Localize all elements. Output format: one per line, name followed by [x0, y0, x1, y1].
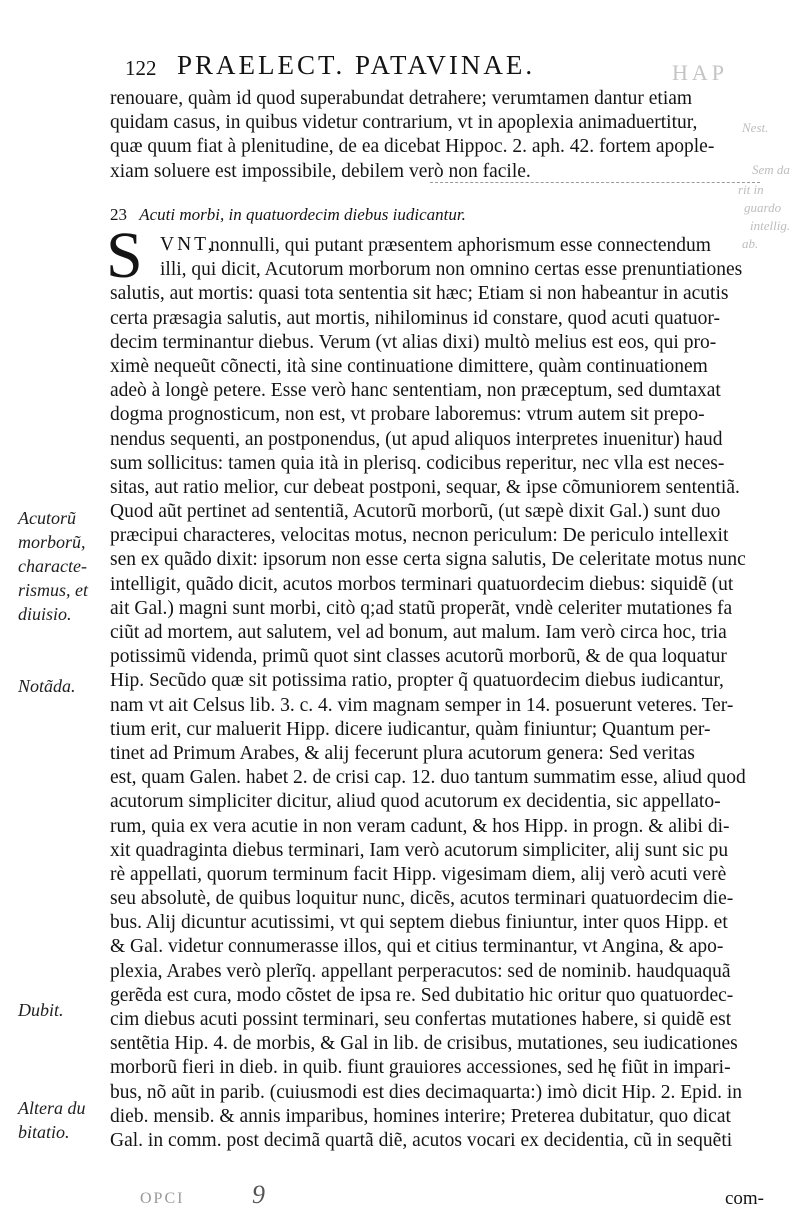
- text-line: bus. Alij dicuntur acutissimi, vt qui septem diebus finiuntur, inter quos Hipp. et: [110, 912, 728, 934]
- page-header: [125, 50, 665, 84]
- text-line: ciũt ad mortem, aut salutem, vel ad bonum, aut malum. Iam verò circa hoc, tria: [110, 622, 727, 643]
- margin-note-dubit: Dubit.: [18, 1000, 64, 1020]
- bleed-through-note: Sem da: [752, 162, 790, 177]
- text-line: gerẽda est cura, modo cõstet de ipsa re. Sed dubitatio hic oritur quo quatuordec-: [110, 984, 734, 1006]
- running-head: PRAELECT. PATAVINAE.: [177, 50, 536, 80]
- text-line: tium erit, cur maluerit Hipp. dicere iudicantur, quàm finiuntur; Quantum per-: [110, 718, 711, 740]
- catchword: com-: [724, 1188, 764, 1209]
- text-line: plexia, Arabes verò plerĩq. appellant perperacutos: sed de nominib. haudquaquã: [110, 960, 731, 982]
- text-line: intelligit, quãdo dicit, acutos morbos terminari quatuordecim diebus: siquidẽ (ut: [110, 573, 734, 595]
- opening-word: VNT,: [160, 234, 216, 255]
- bleed-through-note: intellig.: [750, 218, 791, 233]
- text-line: sum sollicitus: tamen quia ità in plerisq. codicibus reperitur, nec vlla est neces-: [110, 452, 725, 474]
- text-line: rum, quia ex vera acutie in non veram cadunt, & hos Hipp. in progn. & alibi di-: [110, 815, 730, 837]
- margin-note-line: characte-: [18, 556, 87, 576]
- text-line: dieb. mensib. & annis imparibus, homines interire; Preterea dubitatur, quo dicat: [110, 1105, 731, 1127]
- signature-mark: 9: [252, 1180, 265, 1209]
- text-line: ximè nequeũt cõnecti, ità sine continuatione dimittere, quàm continuationem: [110, 355, 708, 377]
- text-line: salutis, aut mortis: quasi tota sententia sit hæc; Etiam si non habeantur in acutis: [110, 283, 729, 305]
- aphorism-number: 23: [110, 205, 127, 224]
- bleed-through-note: guardo: [744, 200, 782, 215]
- margin-note-line: Acutorũ: [18, 508, 76, 528]
- page-number: 122: [125, 56, 157, 80]
- text-line: Hip. Secũdo quæ sit potissima ratio, propter q̃ quatuordecim diebus iudicantur,: [110, 670, 724, 692]
- drop-capital: S: [106, 219, 143, 292]
- text-line: bus, nõ aũt in parib. (cuiusmodi est dies decimaquarta:) imò dicit Hip. 2. Epid. in: [110, 1081, 743, 1103]
- text-line: morborũ fieri in dieb. in quib. fiunt grauiores accessiones, sed hę fiũt in impari-: [110, 1057, 731, 1079]
- text-line: & Gal. videtur connumerasse illos, qui et citius terminantur, vt Angina, & apo-: [110, 936, 724, 958]
- text-line: præcipui characteres, velocitas motus, necnon periculum: De periculo intellexit: [110, 525, 729, 547]
- margin-note-line: diuisio.: [18, 604, 72, 624]
- text-line: quidam casus, in quibus videtur contrarium, vt in apoplexia animaduertitur,: [110, 112, 698, 134]
- text-line: renouare, quàm id quod superabundat detrahere; verumtamen dantur etiam: [110, 88, 693, 109]
- text-line: nonnulli, qui putant præsentem aphorismum esse connectendum: [210, 235, 711, 256]
- bleed-through-head: HAP: [672, 60, 729, 85]
- text-line: nendus sequenti, an postponendus, (ut apud aliquos interpretes inuenitur) haud: [110, 428, 723, 450]
- text-line: nam vt ait Celsus lib. 3. c. 4. vim magnam semper in 14. posuerunt veteres. Ter-: [110, 694, 734, 716]
- bleed-through-note: rit in: [738, 182, 764, 197]
- text-line: quæ quum fiat à plenitudine, de ea dicebat Hippoc. 2. aph. 42. fortem apople-: [110, 136, 715, 158]
- text-line: est, quam Galen. habet 2. de crisi cap. 12. duo tantum summatim esse, aliud quod: [110, 767, 746, 789]
- section-divider: [430, 182, 760, 183]
- text-line: sentẽtia Hip. 4. de morbis, & Gal in lib. de crisibus, mutationes, seu iudicationes: [110, 1033, 738, 1055]
- margin-note-line: bitatio.: [18, 1122, 70, 1142]
- text-line: potissimũ videnda, primũ quot sint classes acutorũ morborũ, & de qua loquatur: [110, 646, 727, 668]
- text-line: xiam soluere est impossibile, debilem verò non facile.: [110, 160, 531, 182]
- text-line: dogma prognosticum, non est, vt probare laboremus: vtrum autem sit prepo-: [110, 404, 705, 426]
- margin-note-line: rismus, et: [18, 580, 89, 600]
- margin-note-line: morborũ,: [18, 532, 86, 552]
- aphorism-text: Acuti morbi, in quatuordecim diebus iudicantur.: [139, 205, 466, 224]
- bleed-through-note: Nest.: [742, 120, 769, 135]
- aphorism-heading: [110, 205, 466, 225]
- text-line: adeò à longè petere. Esse verò hanc sententiam, non præceptum, sed dumtaxat: [110, 380, 721, 402]
- commentary-body: [110, 234, 774, 1153]
- text-line: sen ex quãdo dixit: ipsorum non esse certa signa salutis, De celeritate motus nunc: [110, 549, 746, 571]
- margin-note-notanda: Notãda.: [18, 676, 76, 696]
- bleed-through-footer: OPCI: [140, 1190, 185, 1207]
- text-line: Quod aũt pertinet ad sententiã, Acutorũ morborũ, (ut sæpè dixit Gal.) sunt duo: [110, 501, 721, 523]
- text-line: xit quadraginta diebus terminari, Iam verò acutorum simpliciter, alij sunt sic pu: [110, 839, 729, 861]
- text-line: illi, qui dicit, Acutorum morborum non omnino certas esse prenuntiationes: [160, 259, 743, 281]
- text-line: cim diebus acuti possint terminari, seu confertas mutationes habere, si quidẽ est: [110, 1009, 732, 1030]
- text-line: certa præsagia salutis, aut mortis, nihilominus id constare, quod acuti quatuor-: [110, 307, 720, 329]
- margin-note-acutorum: [18, 506, 88, 626]
- text-line: decim terminantur diebus. Verum (vt alias dixi) multò melius est eos, qui pro-: [110, 331, 717, 353]
- margin-note-line: Altera du: [18, 1098, 86, 1118]
- text-line: sitas, aut ratio melior, cur debeat postponi, sequar, & ipse cõmuniorem sententiã.: [110, 476, 740, 498]
- margin-note-altera: [18, 1096, 86, 1144]
- text-line: seu absolutè, de quibus loquitur nunc, dicẽs, acutos terminari quatuordecim die-: [110, 888, 734, 910]
- text-line: acutorum simpliciter dicitur, aliud quod acutorum ex decidentia, sic appellato-: [110, 791, 721, 813]
- text-line: tinet ad Primum Arabes, & alij fecerunt plura acutorum genera: Sed veritas: [110, 742, 695, 764]
- bleed-through-note: ab.: [742, 236, 759, 251]
- preceding-paragraph: [110, 87, 770, 184]
- text-line: rè appellati, quorum terminum facit Hipp. vigesimam diem, alij verò acuti verè: [110, 863, 727, 885]
- text-line: ait Gal.) magni sunt morbi, citò q;ad statũ properãt, vndè celeriter mutationes fa: [110, 597, 733, 619]
- text-line: Gal. in comm. post decimã quartã diẽ, acutos vocari ex decidentia, cũ in sequẽti: [110, 1129, 733, 1151]
